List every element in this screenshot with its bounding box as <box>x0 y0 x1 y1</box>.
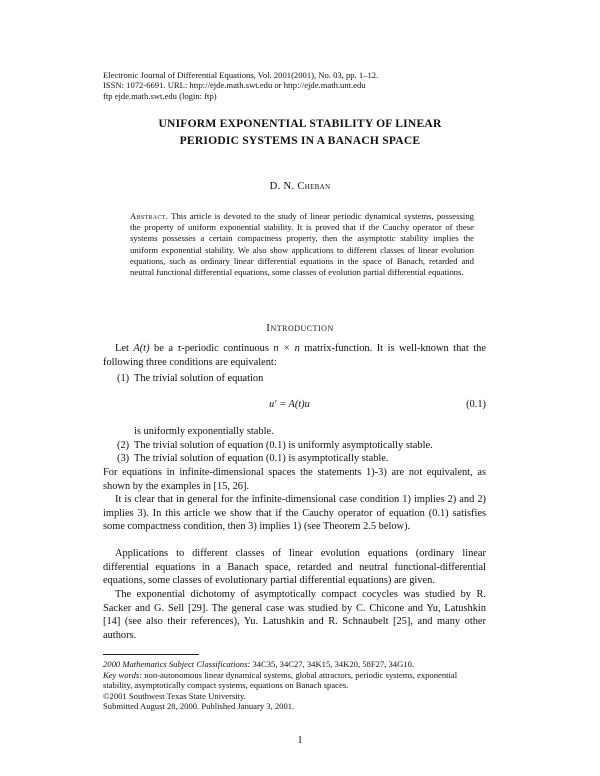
list-item-1-text: The trivial solution of equation <box>134 373 264 384</box>
footnote-rule <box>103 654 199 655</box>
intro-paragraph-1: Let A(t) be a τ-periodic continuous n × n matrix-function. It is well-known that the following three conditions are equivalent: <box>103 343 486 368</box>
copyright-line: ©2001 Southwest Texas State University. <box>103 690 246 701</box>
list-item-1-number: (1) <box>117 373 130 384</box>
equation-tag: (0.1) <box>466 399 486 410</box>
journal-header <box>103 70 503 101</box>
list-item-3-number: (3) <box>117 453 130 464</box>
section-title: Introduction <box>266 322 334 334</box>
footnote <box>103 659 488 712</box>
list-item-1-continuation: is uniformly exponentially stable. <box>134 426 274 437</box>
keywords-line <box>103 670 488 691</box>
abstract-label: Abstract. <box>130 211 169 221</box>
dimension-symbol: n × n <box>273 343 300 354</box>
intro-paragraph-2: For equations in infinite-dimensional spaces the statements 1)-3) are not equivalent, as shown by the examples in [15, 26]. <box>103 467 486 492</box>
intro-paragraph-3: It is clear that in general for the infinite-dimensional case condition 1) implies 2) and 2) implies 3). In this article we show that if the Cauchy operator of equation (0.1) satisfies some compactness condition, then 3) implies 1) (see Theorem 2.5 below). <box>103 494 486 533</box>
tau-symbol: τ <box>177 343 182 354</box>
msc-label: 2000 Mathematics Subject Classifications: <box>103 659 251 669</box>
list-item-3 <box>117 452 486 466</box>
paper-title <box>100 115 500 149</box>
submitted-line: Submitted August 28, 2000. Published January 3, 2001. <box>103 701 295 712</box>
header-line-3: ftp ejde.math.swt.edu (login: ftp) <box>103 90 217 101</box>
list-item-2-text: The trivial solution of equation (0.1) is uniformly asymptotically stable. <box>134 440 433 451</box>
page-number: 1 <box>297 735 303 746</box>
keywords-text: non-autonomous linear dynamical systems, global attractors, periodic systems, exponential stability, asymptotically compact systems, equations on Banach spaces. <box>103 669 458 691</box>
list-item-2 <box>117 439 486 453</box>
title-line-2: PERIODIC SYSTEMS IN A BANACH SPACE <box>179 134 421 147</box>
abstract-text: This article is devoted to the study of linear periodic dynamical systems, possessing the property of uniform exponential stability. It is proved that if the Cauchy operator of these systems possesses a certain compactness property, then the asymptotic stability implies the uniform exponential stability. We also show applications to different classes of linear evolution equations, such as ordinary linear differential equations in the space of Banach, retarded and neutral functional differential equations, some classes of evolution partial differential equations. <box>130 211 475 278</box>
equation-0-1 <box>103 399 486 413</box>
msc-codes: 34C35, 34C27, 34K15, 34K20, 58F27, 34G10. <box>252 659 415 669</box>
keywords-label: Key words: <box>103 669 143 680</box>
list-item-3-text: The trivial solution of equation (0.1) is asymptotically stable. <box>134 453 389 464</box>
author-name: D. N. Cheban <box>269 181 331 192</box>
list-item-2-number: (2) <box>117 440 130 451</box>
intro-paragraph-5: The exponential dichotomy of asymptotically compact cocycles was studied by R. Sacker and G. Sell [29]. The general case was studied by C. Chicone and Yu, Latushkin [14] (see also their references), Yu. Latushkin and R. Schnaubelt [25], and many other authors. <box>103 589 486 642</box>
msc-line <box>103 659 488 670</box>
abstract <box>130 211 474 278</box>
header-line-2: ISSN: 1072-6691. URL: http://ejde.math.swt.edu or http://ejde.math.unt.edu <box>103 80 366 91</box>
equation-expression: u′ = A(t)u <box>269 399 310 410</box>
header-line-1: Electronic Journal of Differential Equations, Vol. 2001(2001), No. 03, pp. 1–12. <box>103 70 379 80</box>
title-line-1: UNIFORM EXPONENTIAL STABILITY OF LINEAR <box>158 117 442 130</box>
list-item-1 <box>117 372 486 386</box>
matrix-symbol: A(t) <box>133 343 150 354</box>
intro-paragraph-4: Applications to different classes of linear evolution equations (ordinary linear differential equations in a Banach space, retarded and neutral functional-differential equations, some classes of evolutionary partial differential equations) are given. <box>103 548 486 587</box>
